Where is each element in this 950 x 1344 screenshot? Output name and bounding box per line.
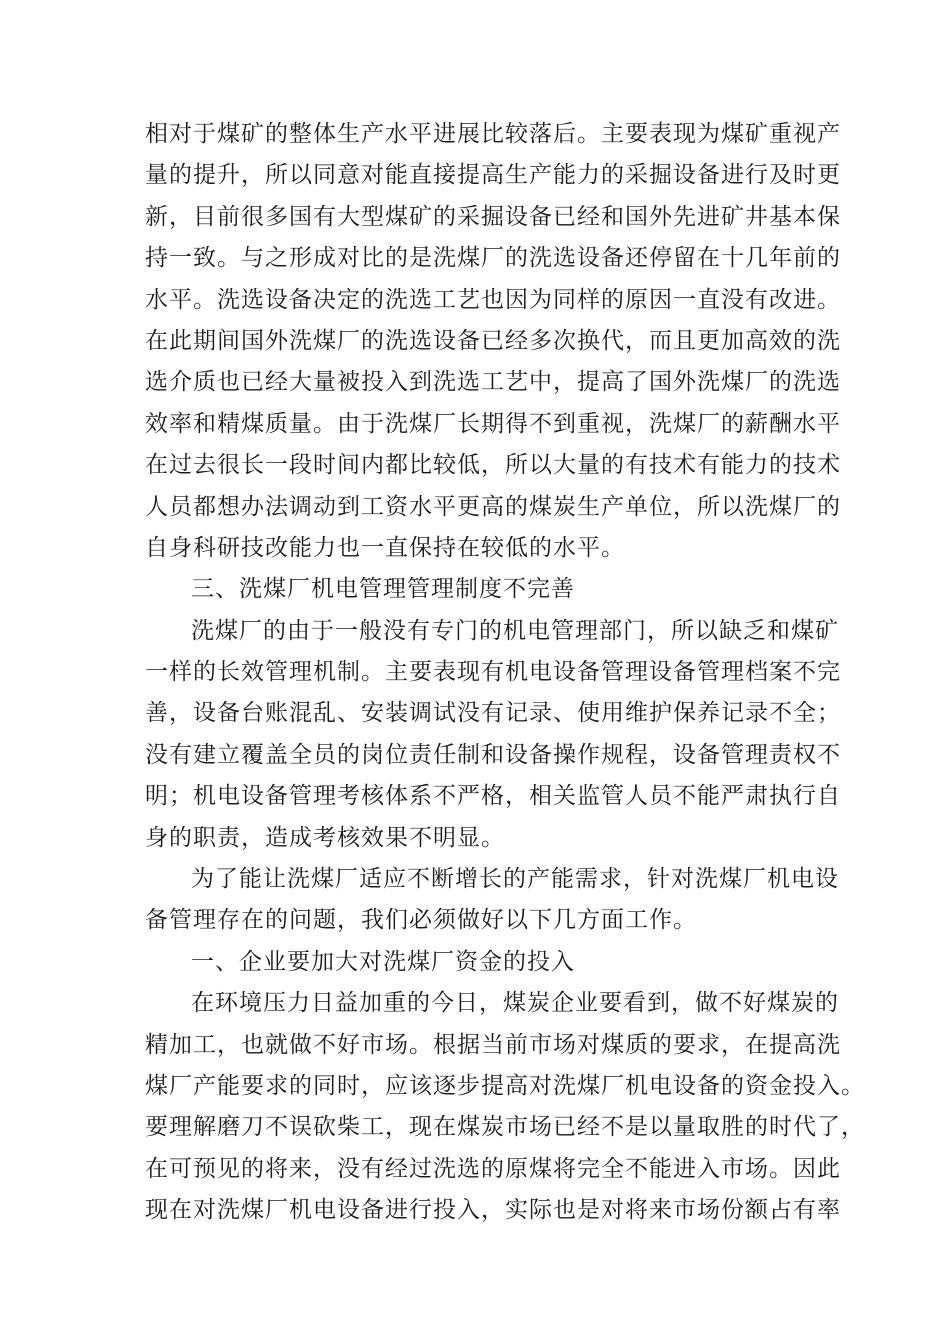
body-text-line: 自身科研技改能力也一直保持在较低的水平。 (145, 534, 625, 561)
body-text-line: 备管理存在的问题，我们必须做好以下几方面工作。 (145, 907, 697, 934)
body-text-line: 在可预见的将来，没有经过洗选的原煤将完全不能进入市场。因此 (145, 1155, 841, 1182)
body-text-line: 身的职责，造成考核效果不明显。 (145, 824, 505, 851)
body-text-line: 洗煤厂的由于一般没有专门的机电管理部门，所以缺乏和煤矿 (191, 617, 839, 644)
body-text-line: 现在对洗煤厂机电设备进行投入，实际也是对将来市场份额占有率 (145, 1197, 841, 1224)
body-text-line: 持一致。与之形成对比的是洗煤厂的洗选设备还停留在十几年前的 (145, 245, 841, 272)
body-text-line: 精加工，也就做不好市场。根据当前市场对煤质的要求，在提高洗 (145, 1031, 841, 1058)
body-text-line: 要理解磨刀不误砍柴工，现在煤炭市场已经不是以量取胜的时代了， (145, 1114, 865, 1141)
body-text-line: 明；机电设备管理考核体系不严格，相关监管人员不能严肃执行自 (145, 783, 841, 810)
body-text-line: 为了能让洗煤厂适应不断增长的产能需求，针对洗煤厂机电设 (191, 866, 839, 893)
body-text-line: 善，设备台账混乱、安装调试没有记录、使用维护保养记录不全； (145, 700, 841, 727)
document-body (145, 114, 865, 1232)
section-heading: 一、企业要加大对洗煤厂资金的投入 (191, 948, 575, 975)
body-text-line: 人员都想办法调动到工资水平更高的煤炭生产单位，所以洗煤厂的 (145, 493, 841, 520)
body-text-line: 效率和精煤质量。由于洗煤厂长期得不到重视，洗煤厂的薪酬水平 (145, 410, 841, 437)
body-text-line: 在过去很长一段时间内都比较低，所以大量的有技术有能力的技术 (145, 452, 841, 479)
body-text-line: 在此期间国外洗煤厂的洗选设备已经多次换代，而且更加高效的洗 (145, 327, 841, 354)
body-text-line: 新，目前很多国有大型煤矿的采掘设备已经和国外先进矿井基本保 (145, 203, 841, 230)
body-text-line: 选介质也已经大量被投入到洗选工艺中，提高了国外洗煤厂的洗选 (145, 369, 841, 396)
body-text-line: 没有建立覆盖全员的岗位责任制和设备操作规程，设备管理责权不 (145, 741, 841, 768)
body-text-line: 量的提升，所以同意对能直接提高生产能力的采掘设备进行及时更 (145, 162, 841, 189)
body-text-line: 在环境压力日益加重的今日，煤炭企业要看到，做不好煤炭的 (191, 990, 839, 1017)
section-heading: 三、洗煤厂机电管理管理制度不完善 (191, 576, 575, 603)
body-text-line: 煤厂产能要求的同时，应该逐步提高对洗煤厂机电设备的资金投入。 (145, 1072, 865, 1099)
body-text-line: 一样的长效管理机制。主要表现有机电设备管理设备管理档案不完 (145, 659, 841, 686)
body-text-line: 相对于煤矿的整体生产水平进展比较落后。主要表现为煤矿重视产 (145, 121, 841, 147)
body-text-line: 水平。洗选设备决定的洗选工艺也因为同样的原因一直没有改进。 (145, 286, 841, 313)
